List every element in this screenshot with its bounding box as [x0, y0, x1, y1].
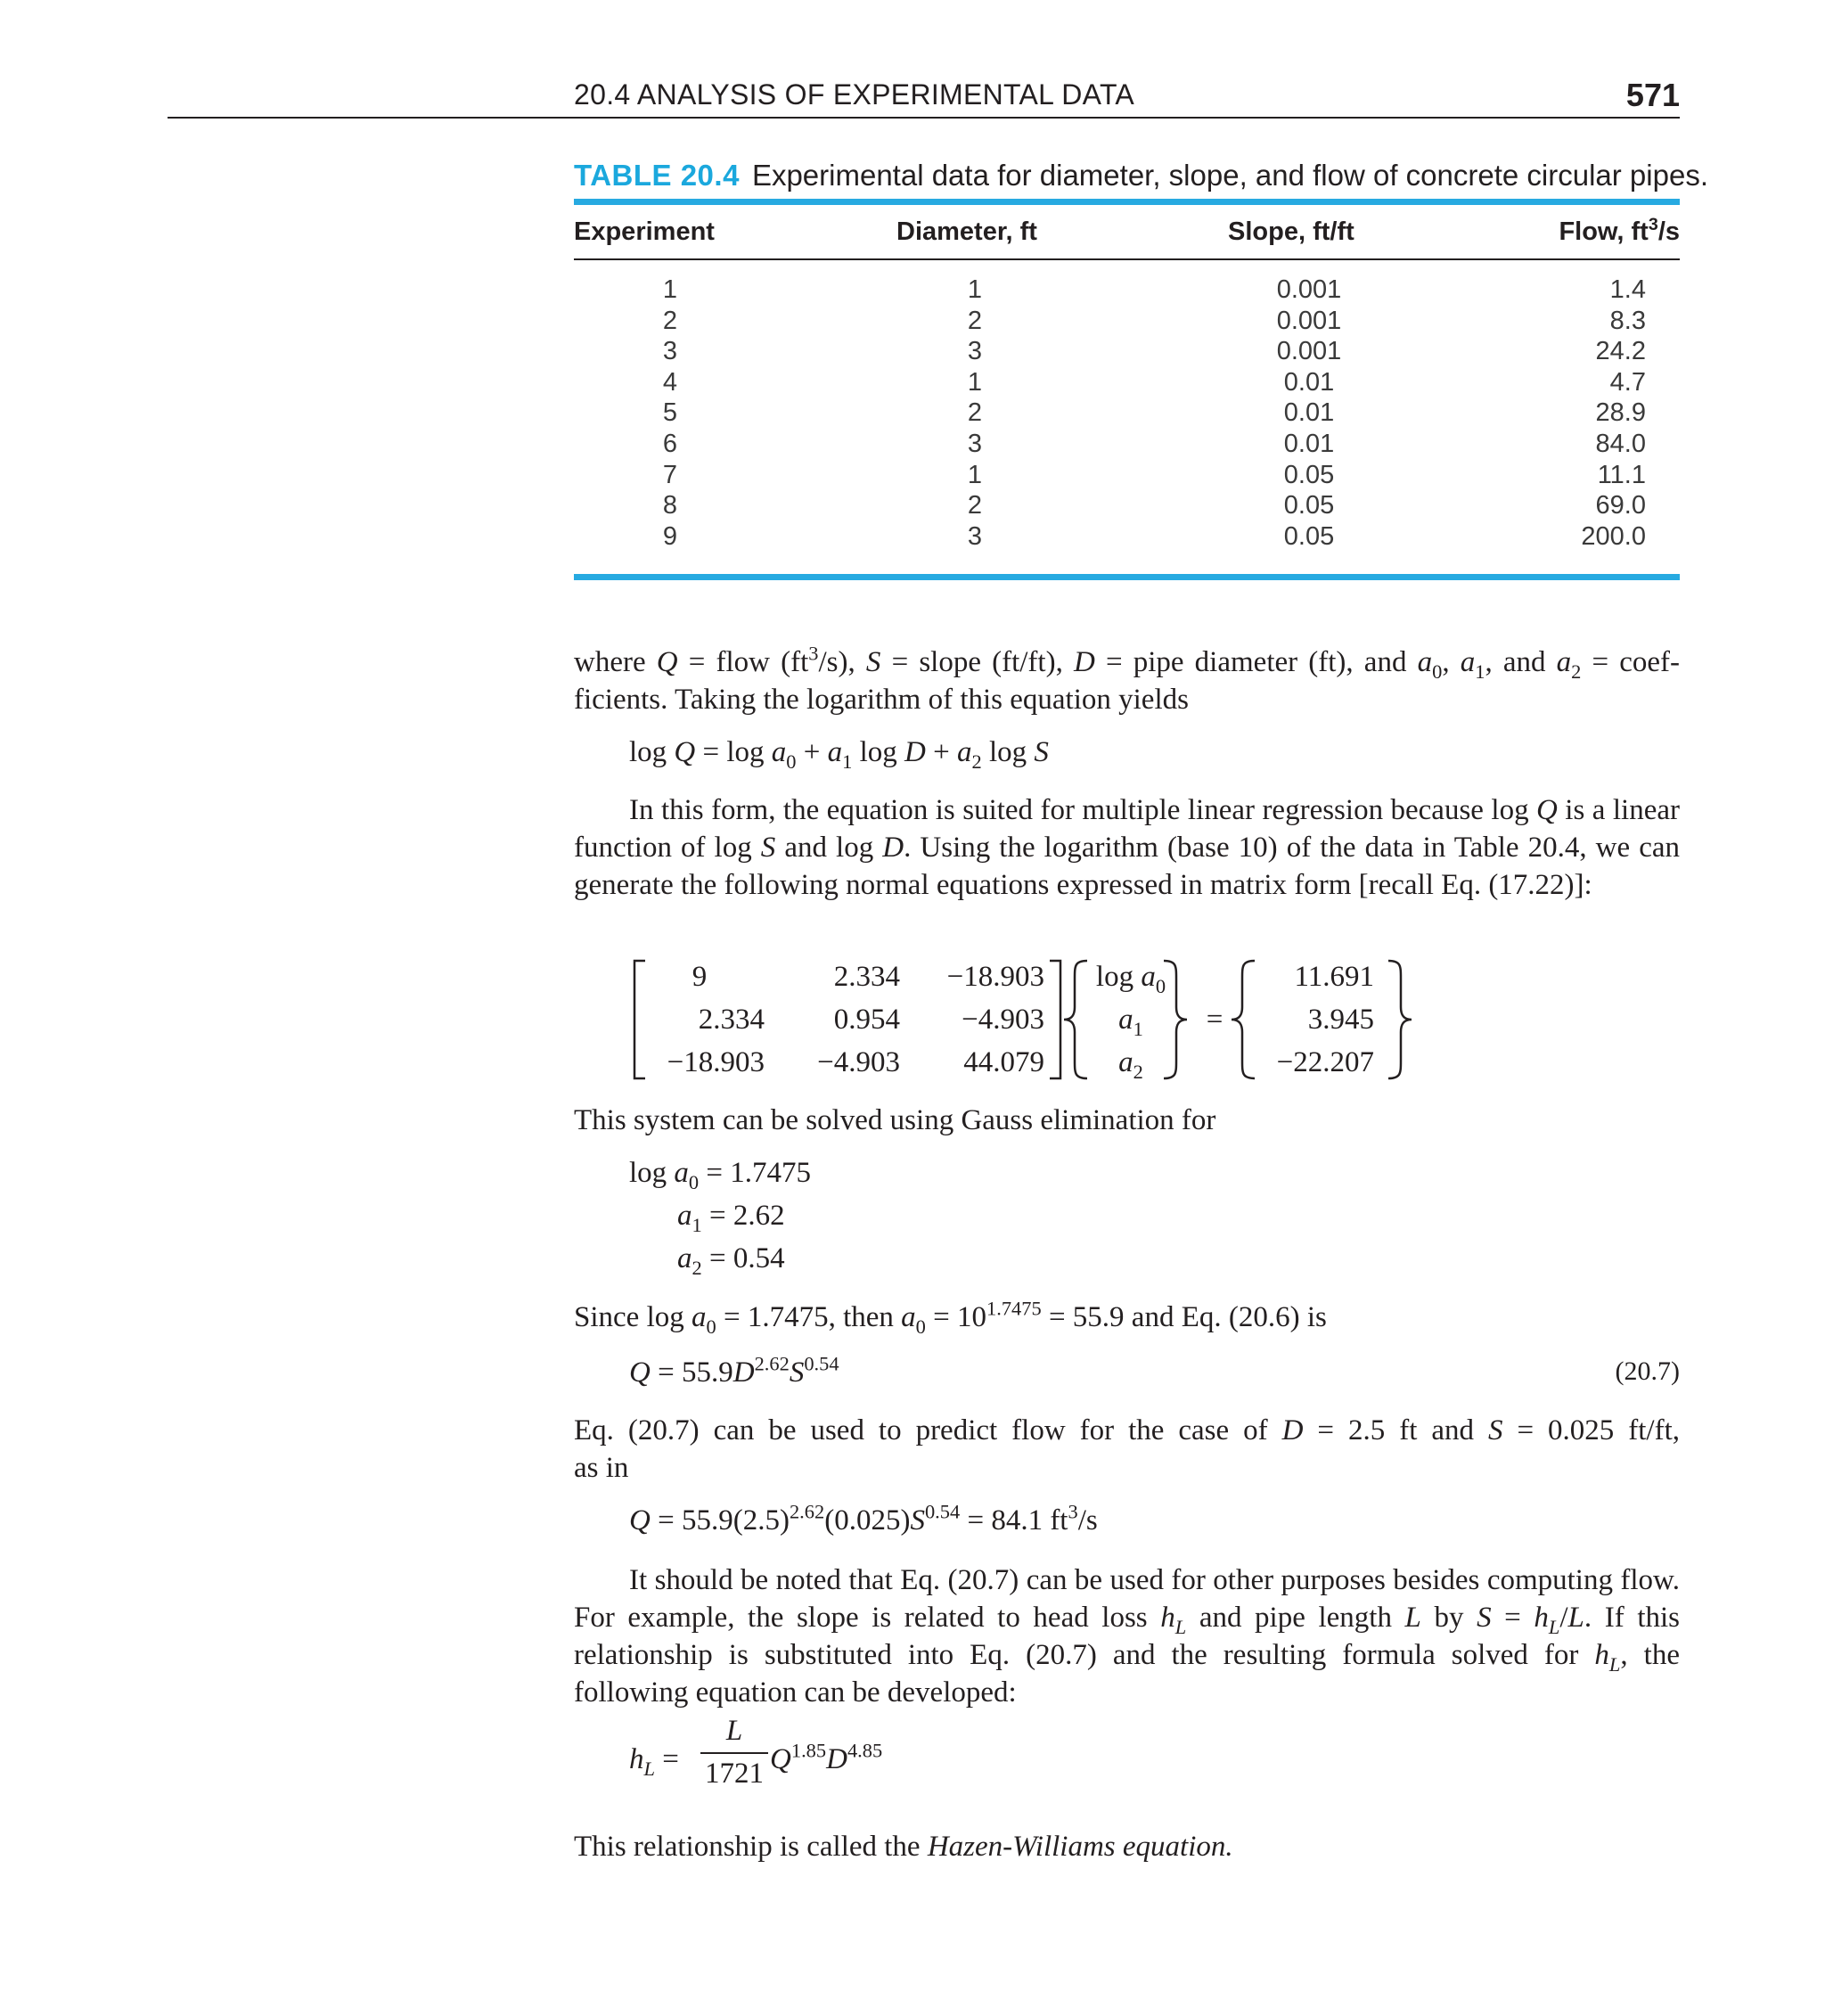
cell-flow: 84.0	[1595, 430, 1646, 458]
table-row	[574, 368, 1680, 398]
table-row	[574, 275, 1680, 306]
table-row	[574, 337, 1680, 367]
header-rule	[168, 117, 1680, 119]
equation-20-7: $Q = 55.9D^{2.62}S^{0.54}$	[629, 1352, 839, 1389]
vector-b-2: 3.945	[1307, 1004, 1374, 1036]
matrix-a-r1c3: −18.903	[946, 961, 1044, 993]
hazen-rhs: $Q^{1.85}D^{4.85}$	[770, 1739, 883, 1775]
cell-flow: 69.0	[1595, 491, 1646, 520]
cell-slope: 0.001	[1276, 275, 1342, 304]
cell-experiment: 3	[662, 337, 678, 366]
cell-experiment: 7	[662, 460, 678, 489]
cell-experiment: 8	[662, 491, 678, 520]
table-row	[574, 522, 1680, 553]
hazen-lhs: $h_L$ =	[629, 1743, 679, 1780]
table-top-rule	[574, 199, 1680, 205]
cell-slope: 0.05	[1283, 460, 1335, 489]
cell-experiment: 6	[662, 430, 678, 458]
table-row	[574, 398, 1680, 429]
table-row	[574, 307, 1680, 337]
table-row	[574, 461, 1680, 491]
matrix-a-r3c1: −18.903	[667, 1046, 765, 1078]
paragraph-where-line2: ficients. Taking the logarithm of this equation yields	[574, 684, 1189, 716]
page-number: 571	[1625, 77, 1680, 113]
cell-experiment: 9	[662, 521, 678, 551]
paragraph-where: where Q = flow $(ft^3/s)$, S = slope (ft/ft), D = pipe diameter (ft), and $a_0$, $a_1$, and $a_2$ = coef-	[574, 642, 1681, 683]
cell-diameter: 2	[967, 306, 983, 335]
matrix-a-r2c1: 2.334	[698, 1004, 765, 1036]
cell-diameter: 1	[967, 275, 983, 304]
table-row	[574, 430, 1680, 460]
table-bottom-rule	[574, 574, 1680, 580]
cell-flow: 200.0	[1581, 521, 1646, 551]
hazen-numerator: L	[725, 1715, 743, 1747]
paragraph-head-loss: It should be noted that Eq. (20.7) can be used for other purposes besides computing flow. For example, the slope is related to head loss $h_L$ and pipe length L by $S = h_L/L$. If this relationship is substituted into Eq. (20.7) and the resulting formula solved for $h_L$, the following equation can be developed:	[574, 1564, 1680, 1709]
paragraph-predict-line1: Eq. (20.7) can be used to predict flow for the case of D = 2.5 ft and S = 0.025 ft/ft,	[574, 1414, 1680, 1446]
cell-experiment: 1	[662, 275, 678, 304]
cell-slope: 0.05	[1283, 491, 1335, 520]
cell-diameter: 2	[967, 491, 983, 520]
matrix-a-r1c2: 2.334	[833, 961, 900, 993]
cell-slope: 0.01	[1283, 367, 1335, 397]
table-header-rule	[574, 258, 1680, 260]
column-header-flow: Flow, $ft^3/s$	[1559, 215, 1680, 246]
matrix-a-r2c3: −4.903	[962, 1004, 1044, 1036]
cell-flow: 4.7	[1609, 367, 1646, 397]
paragraph-since: Since $\log a_0 = 1.7475$, then $a_0 = 10^{1.7475} = 55.9$ and Eq. (20.6) is	[574, 1297, 1327, 1338]
cell-flow: 28.9	[1595, 398, 1646, 428]
matrix-a-r3c2: −4.903	[817, 1046, 900, 1078]
cell-flow: 11.1	[1597, 460, 1646, 489]
table-caption	[574, 159, 1708, 193]
cell-diameter: 1	[967, 460, 983, 489]
cell-experiment: 5	[662, 398, 678, 428]
vector-b-3: −22.207	[1276, 1046, 1374, 1078]
cell-slope: 0.001	[1276, 337, 1342, 366]
solution-a1: $a_1 = 2.62$	[677, 1200, 785, 1236]
cell-diameter: 3	[967, 337, 983, 366]
table-label: TABLE 20.4	[574, 159, 740, 192]
table-row	[574, 491, 1680, 521]
paragraph-gauss: This system can be solved using Gauss elimination for	[574, 1104, 1216, 1136]
cell-slope: 0.01	[1283, 398, 1335, 428]
solution-a2: $a_2 = 0.54$	[677, 1242, 785, 1279]
cell-diameter: 3	[967, 430, 983, 458]
cell-flow: 1.4	[1609, 275, 1646, 304]
matrix-a-r1c1: 9	[692, 961, 708, 993]
hazen-denominator: 1721	[705, 1758, 764, 1790]
table-caption-text: Experimental data for diameter, slope, and flow of concrete circular pipes.	[751, 159, 1708, 192]
paragraph-hazen-name: This relationship is called the Hazen-Williams equation.	[574, 1831, 1233, 1863]
cell-experiment: 4	[662, 367, 678, 397]
cell-experiment: 2	[662, 306, 678, 335]
vector-b-1: 11.691	[1294, 961, 1374, 993]
paragraph-regression: In this form, the equation is suited for multiple linear regression because log Q is a linear function of log S and log D. Using the logarithm (base 10) of the data in Table 20.4, we can generate the following normal equations expressed in matrix form [recall Eq. (17.22)]:	[574, 794, 1680, 901]
column-header-experiment: Experiment	[574, 217, 715, 246]
cell-diameter: 1	[967, 367, 983, 397]
vector-x-log-a0: $\log a_0$	[1095, 961, 1166, 997]
cell-diameter: 3	[967, 521, 983, 551]
matrix-a-r2c2: 0.954	[833, 1004, 900, 1036]
equation-prediction: $Q = 55.9(2.5)^{2.62}(0.025)S^{0.54} = 84.1$ $ft^3/s$	[629, 1500, 1098, 1537]
cell-slope: 0.01	[1283, 430, 1335, 458]
paragraph-predict-line2: as in	[574, 1452, 629, 1484]
vector-x-a2: $a_2$	[1118, 1046, 1143, 1083]
column-header-slope: Slope, ft/ft	[1228, 217, 1354, 246]
equation-log-form: $\log Q = \log a_0 + a_1$ $\log D + a_2$ log S	[629, 736, 1049, 773]
hazen-fraction-bar	[700, 1752, 768, 1754]
cell-slope: 0.05	[1283, 521, 1335, 551]
solution-log-a0: $\log a_0 = 1.7475$	[629, 1157, 812, 1193]
cell-slope: 0.001	[1276, 306, 1342, 335]
column-header-diameter: Diameter, ft	[896, 217, 1037, 246]
equation-20-7-number: (20.7)	[1615, 1356, 1680, 1386]
matrix-equals: =	[1206, 1004, 1223, 1036]
cell-diameter: 2	[967, 398, 983, 428]
matrix-a-r3c3: 44.079	[963, 1046, 1044, 1078]
vector-x-a1: $a_1$	[1118, 1004, 1143, 1040]
running-head: 20.4 ANALYSIS OF EXPERIMENTAL DATA	[574, 78, 1135, 111]
cell-flow: 8.3	[1609, 306, 1646, 335]
cell-flow: 24.2	[1595, 337, 1646, 366]
